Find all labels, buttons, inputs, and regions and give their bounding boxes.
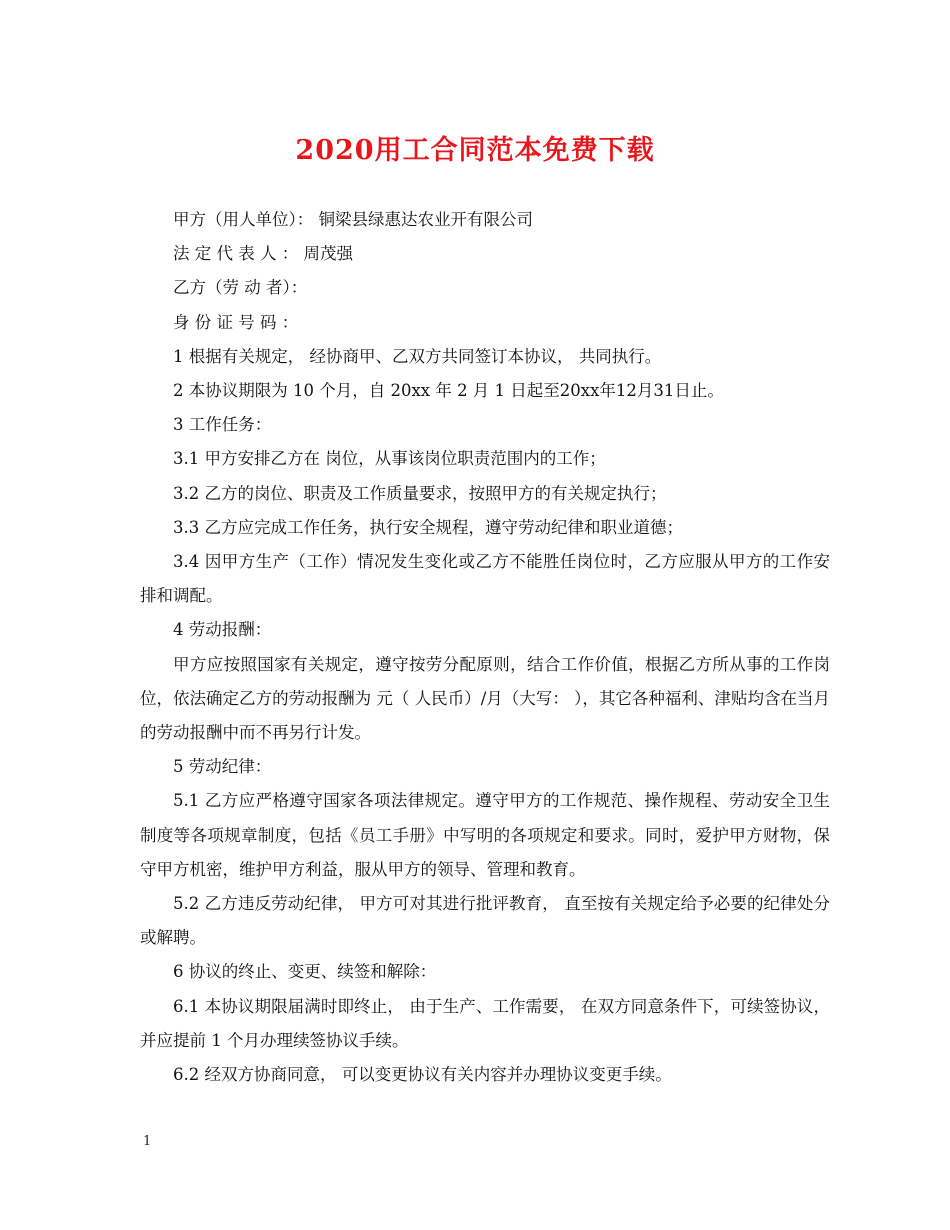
clause-3-heading: 3 工作任务： xyxy=(173,415,272,435)
party-a-line: 甲方（用人单位）： 铜梁县绿惠达农业开有限公司 xyxy=(173,210,533,229)
id-number-line: 身 份 证 号 码 ： xyxy=(173,312,299,332)
clause-3-4: 3.4 因甲方生产（工作）情况发生变化或乙方不能胜任岗位时，乙方应服从甲方的工作安排和调配。 xyxy=(140,552,830,606)
document-title: 2020用工合同范本免费下载 xyxy=(295,135,655,166)
clause-4-heading: 4 劳动报酬： xyxy=(173,620,272,640)
page-number: 1 xyxy=(143,1134,152,1149)
document-body xyxy=(140,203,830,1092)
clause-5-1: 5.1 乙方应严格遵守国家各项法律规定。遵守甲方的工作规范、操作规程、劳动安全卫生制度等各项规章制度，包括《员工手册》中写明的各项规定和要求。同时，爱护甲方财物，保守甲方机密，维护甲方利益，服从甲方的领导、管理和教育。 xyxy=(140,791,830,879)
clause-6-2: 6.2 经双方协商同意， 可以变更协议有关内容并办理协议变更手续。 xyxy=(173,1065,672,1085)
party-b-line: 乙方（劳 动 者）： xyxy=(173,278,308,298)
clause-4-body: 甲方应按照国家有关规定，遵守按劳分配原则，结合工作价值，根据乙方所从事的工作岗位，依法确定乙方的劳动报酬为 元（ 人民币）/月（大写： ），其它各种福利、津贴均含在当月的劳动报酬中而不再另行计发。 xyxy=(140,654,830,743)
clause-3-2: 3.2 乙方的岗位、职责及工作质量要求，按照甲方的有关规定执行； xyxy=(173,483,667,503)
clause-6-1: 6.1 本协议期限届满时即终止， 由于生产、工作需要， 在双方同意条件下，可续签协议， 并应提前 1 个月办理续签协议手续。 xyxy=(140,996,830,1050)
clause-6-heading: 6 协议的终止、变更、续签和解除： xyxy=(173,962,437,982)
clause-5-2: 5.2 乙方违反劳动纪律， 甲方可对其进行批评教育， 直至按有关规定给予必要的纪律处分或解聘。 xyxy=(140,894,830,948)
clause-3-1: 3.1 甲方安排乙方在 岗位，从事该岗位职责范围内的工作； xyxy=(173,449,606,469)
legal-representative-line: 法 定 代 表 人 ： 周茂强 xyxy=(173,244,353,264)
clause-2: 2 本协议期限为 10 个月，自 20xx 年 2 月 1 日起至20xx年12月31日止。 xyxy=(173,381,724,401)
clause-1: 1 根据有关规定， 经协商甲、乙双方共同签订本协议， 共同执行。 xyxy=(173,346,662,366)
clause-3-3: 3.3 乙方应完成工作任务，执行安全规程，遵守劳动纪律和职业道德； xyxy=(173,517,683,537)
clause-5-heading: 5 劳动纪律： xyxy=(173,757,272,777)
